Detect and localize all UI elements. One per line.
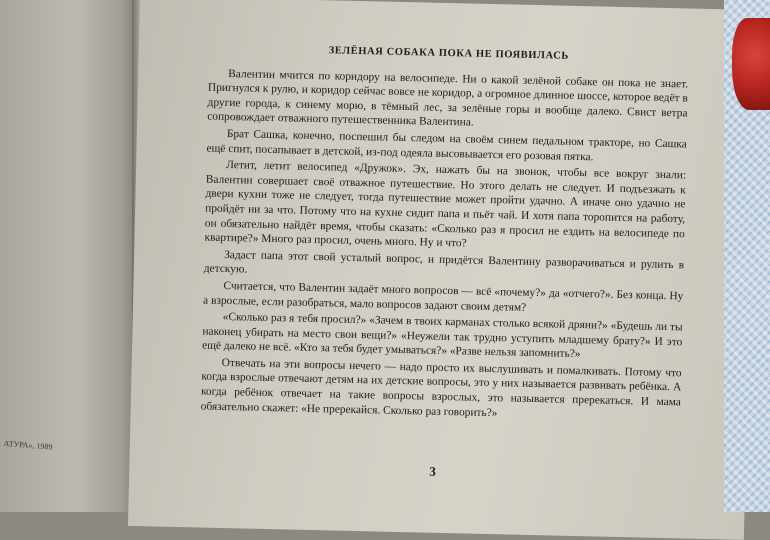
page-number: 3 bbox=[429, 463, 436, 479]
publisher-footer: АТУРА», 1989 bbox=[3, 439, 53, 452]
paragraph: «Сколько раз я тебя просил?» «Зачем в твоих карманах столько всякой дряни?» «Будешь ли ты наконец убирать на место свои вещи?» «Неужели так трудно уступить младшему брату?» И это ещё далеко не всё. «Кто за тебя будет умываться?» «Разве нельзя запомнить?» bbox=[201, 311, 683, 361]
paragraph: Считается, что Валентин задаёт много вопросов — всё «почему?» да «отчего?». Без конца. Ну а взрослые, если разобраться, мало вопросов задают своим детям? bbox=[202, 279, 684, 314]
paragraph: Брат Сашка, конечно, поспешил бы следом на своём синем педальном тракторе, но Сашка ещё спит, посапывает в детской, из-под одеяла высовывается его розовая пятка. bbox=[206, 127, 687, 163]
chapter-title: ЗЕЛЁНАЯ СОБАКА ПОКА НЕ ПОЯВИЛАСЬ bbox=[328, 45, 570, 62]
right-page bbox=[128, 0, 756, 540]
paragraph: Задаст папа этот свой усталый вопрос, и придётся Валентину разворачиваться и рулить в детскую. bbox=[203, 248, 685, 276]
paragraph: Валентин мчится по коридору на велосипеде. Ни о какой зелёной собаке он пока не знает. Пригнулся к рулю, и коридор сейчас вовсе не коридор, а огромное длинное шоссе, которое ведёт в другие города, к синему морю, в тёмный лес, за зелёные горы и вообще далеко. Свист ветра сопровождает отважного путешественника Валентина. bbox=[207, 67, 689, 129]
left-page bbox=[0, 0, 138, 512]
paragraph: Отвечать на эти вопросы нечего — надо просто их выслушивать и помалкивать. Потому что когда взрослые отвечают детям на их детские вопросы, это у них называется развивать ребёнка. А когда ребёнок отвечает на такие вопросы взрослых, это называется пререкаться. И мама обязательно скажет: «Не пререкайся. Сколько раз говорить?» bbox=[200, 356, 682, 419]
paragraph: Летит, летит велосипед «Дружок». Эх, нажать бы на звонок, чтобы все вокруг знали: Валентин совершает своё отважное путешествие. Но этого делать не следует. И подъезжать к двери кухни тоже не следует, тогда путешествие может пройти удачно. А иначе оно удачно не пройдёт ни за что. Потому что на кухне сидит папа и пьёт чай. И хотя папа торопится на работу, он обязательно найдёт время, чтобы сказать: «Сколько раз я просил не ездить на велосипеде по квартире?» Много раз просил, очень много. Ну и что? bbox=[204, 159, 687, 250]
page-text bbox=[200, 42, 688, 427]
red-object bbox=[732, 18, 770, 110]
